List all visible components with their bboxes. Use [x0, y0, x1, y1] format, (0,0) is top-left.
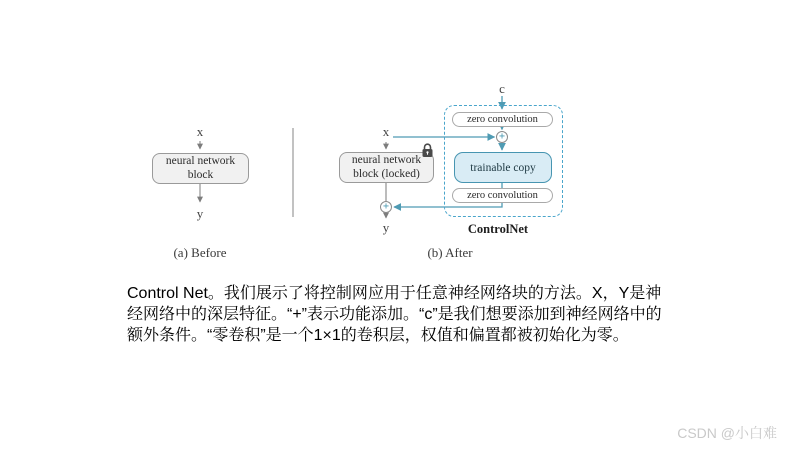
lock-icon — [421, 143, 434, 158]
caption-line-3: 额外条件。“零卷积”是一个1×1的卷积层，权值和偏置都被初始化为零。 — [127, 327, 629, 344]
before-input-label: x — [196, 124, 204, 139]
after-input-label: x — [382, 124, 390, 139]
after-output-label: y — [382, 220, 390, 235]
after-caption: (b) After — [427, 245, 473, 260]
plus-node-bottom: + — [380, 201, 392, 213]
after-condition-label: c — [499, 81, 505, 96]
plus-node-top: + — [496, 131, 508, 143]
trainable-copy-block: trainable copy — [454, 152, 552, 183]
before-block-line2: block — [187, 168, 214, 181]
locked-block-line2: block (locked) — [353, 167, 420, 180]
locked-neural-network-block — [339, 152, 434, 183]
caption-line-2: 经网络中的深层特征。“+”表示功能添加。“c”是我们想要添加到神经网络中的 — [127, 306, 662, 323]
before-block-line1: neural network — [165, 155, 236, 167]
locked-block-line1: neural network — [351, 154, 422, 166]
caption-line-1: Control Net。我们展示了将控制网应用于任意神经网络块的方法。X，Y是神 — [127, 285, 662, 302]
before-caption: (a) Before — [173, 245, 227, 260]
before-output-label: y — [196, 206, 204, 221]
figure-caption — [127, 283, 687, 346]
zero-convolution-bottom: zero convolution — [452, 188, 553, 203]
zero-convolution-top: zero convolution — [452, 112, 553, 127]
csdn-watermark: CSDN @小白难 — [677, 425, 777, 441]
before-neural-network-block — [152, 153, 249, 184]
controlnet-label: ControlNet — [467, 222, 529, 236]
